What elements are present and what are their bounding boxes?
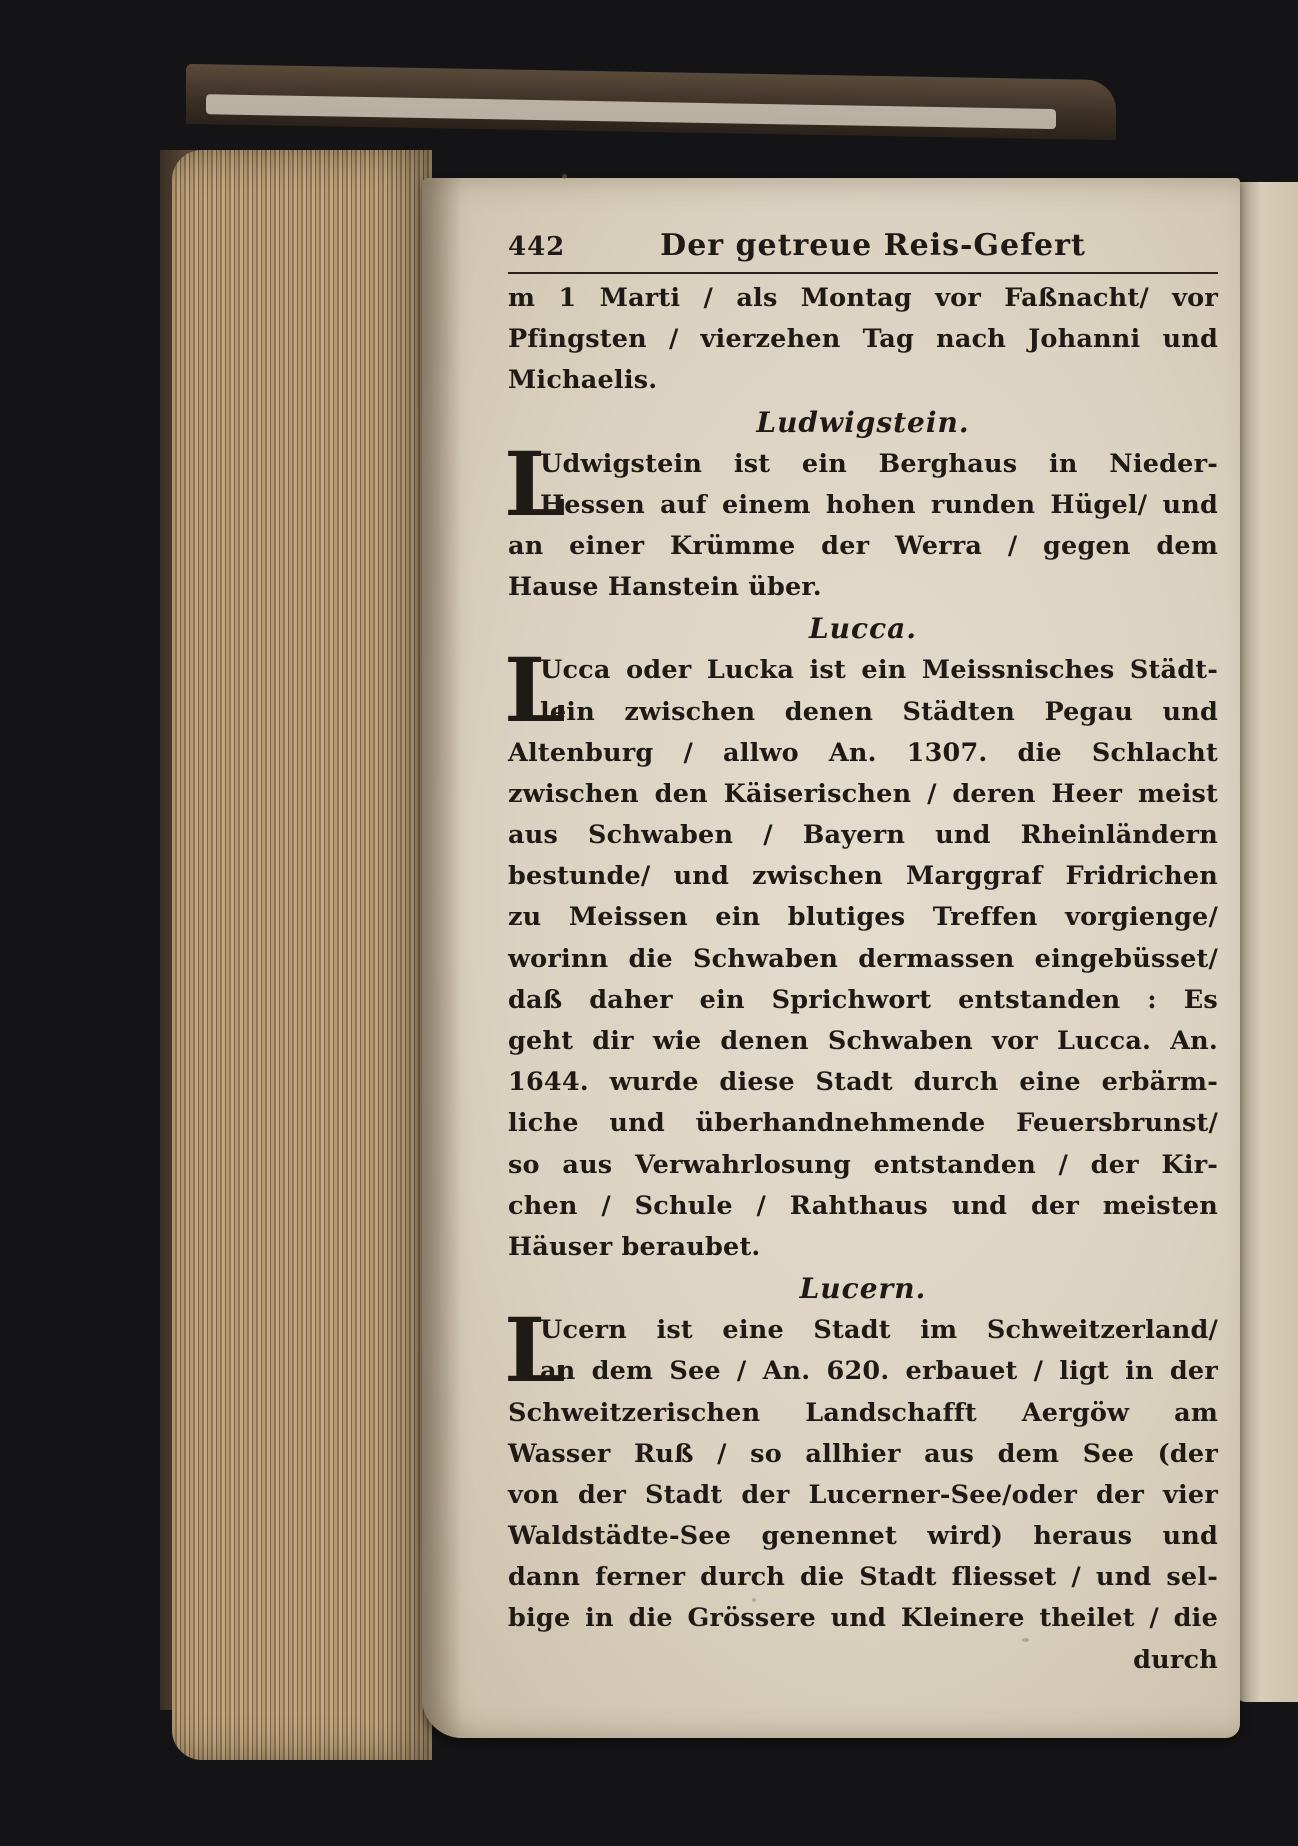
text-line: 1644. wurde diese Stadt durch eine erbärm- (508, 1067, 1218, 1098)
text-line: lein zwischen denen Städten Pegau und (540, 696, 1218, 727)
entry-heading: Lucca. (808, 612, 918, 646)
text-line: zwischen den Käiserischen / deren Heer meist (508, 778, 1218, 809)
facing-page-edge (1236, 182, 1298, 1702)
text-line: m 1 Marti / als Montag vor Faßnacht/ vor (508, 283, 1218, 313)
entry-paragraph (504, 1298, 1218, 1640)
entry-paragraph (504, 638, 1218, 1268)
entry-paragraph (504, 431, 1218, 609)
text-line: an einer Krümme der Werra / gegen dem (508, 530, 1218, 561)
initial-letter: L (504, 1298, 567, 1403)
book-top-edge (186, 64, 1116, 140)
initial-letter: L (504, 431, 567, 536)
page-number: 442 (508, 232, 566, 262)
page-header (508, 228, 1218, 274)
text-line: Häuser beraubet. (508, 1231, 761, 1262)
text-line: bige in die Grössere und Kleinere theilet / die (508, 1603, 1218, 1634)
page-block-edges (172, 150, 432, 1760)
text-line: Schweitzerischen Landschafft Aergöw am (508, 1397, 1218, 1428)
page-text (504, 228, 1218, 1681)
intro-paragraph (508, 278, 1218, 402)
text-line: L Udwigstein ist ein Berghaus in Nieder- (504, 431, 1218, 536)
running-head: Der getreue Reis-Gefert (660, 228, 1086, 263)
text-line: liche und überhandnehmende Feuersbrunst/ (508, 1108, 1218, 1139)
text-line: aus Schwaben / Bayern und Rheinländern (508, 820, 1218, 851)
initial-letter: L (504, 638, 567, 743)
text-line: Waldstädte-See genennet wird) heraus und (508, 1521, 1218, 1552)
text-line: Hessen auf einem hohen runden Hügel/ und (540, 489, 1218, 520)
text-line: daß daher ein Sprichwort entstanden : Es (508, 984, 1218, 1015)
text-line: worinn die Schwaben dermassen eingebüsset/ (508, 943, 1218, 974)
text-line: chen / Schule / Rahthaus und der meisten (508, 1190, 1218, 1221)
text-line: von der Stadt der Lucerner-See/oder der vier (508, 1479, 1218, 1510)
text-line: so aus Verwahrlosung entstanden / der Kir- (508, 1149, 1218, 1180)
entry-heading: Ludwigstein. (756, 405, 970, 439)
text-line: Wasser Ruß / so allhier aus dem See (der (508, 1438, 1218, 1469)
text-line: an dem See / An. 620. erbauet / ligt in der (540, 1356, 1218, 1387)
text-line: Pfingsten / vierzehen Tag nach Johanni und (508, 324, 1218, 355)
text-line: Michaelis. (508, 365, 658, 396)
text-line: L Ucern ist eine Stadt im Schweitzerland/ (504, 1298, 1218, 1403)
text-line: Hause Hanstein über. (508, 572, 822, 603)
text-line: L Ucca oder Lucka ist ein Meissnisches Städt- (504, 638, 1218, 743)
catchword: durch (1133, 1644, 1218, 1675)
text-line: bestunde/ und zwischen Marggraf Fridrichen (508, 861, 1218, 892)
book-page (422, 178, 1240, 1738)
text-line: dann ferner durch die Stadt fliesset / und sel- (508, 1562, 1218, 1593)
text-line: zu Meissen ein blutiges Treffen vorgienge/ (508, 902, 1218, 933)
text-line: Altenburg / allwo An. 1307. die Schlacht (508, 737, 1218, 768)
text-line: geht dir wie denen Schwaben vor Lucca. An. (508, 1026, 1218, 1056)
entry-heading: Lucern. (799, 1272, 927, 1306)
